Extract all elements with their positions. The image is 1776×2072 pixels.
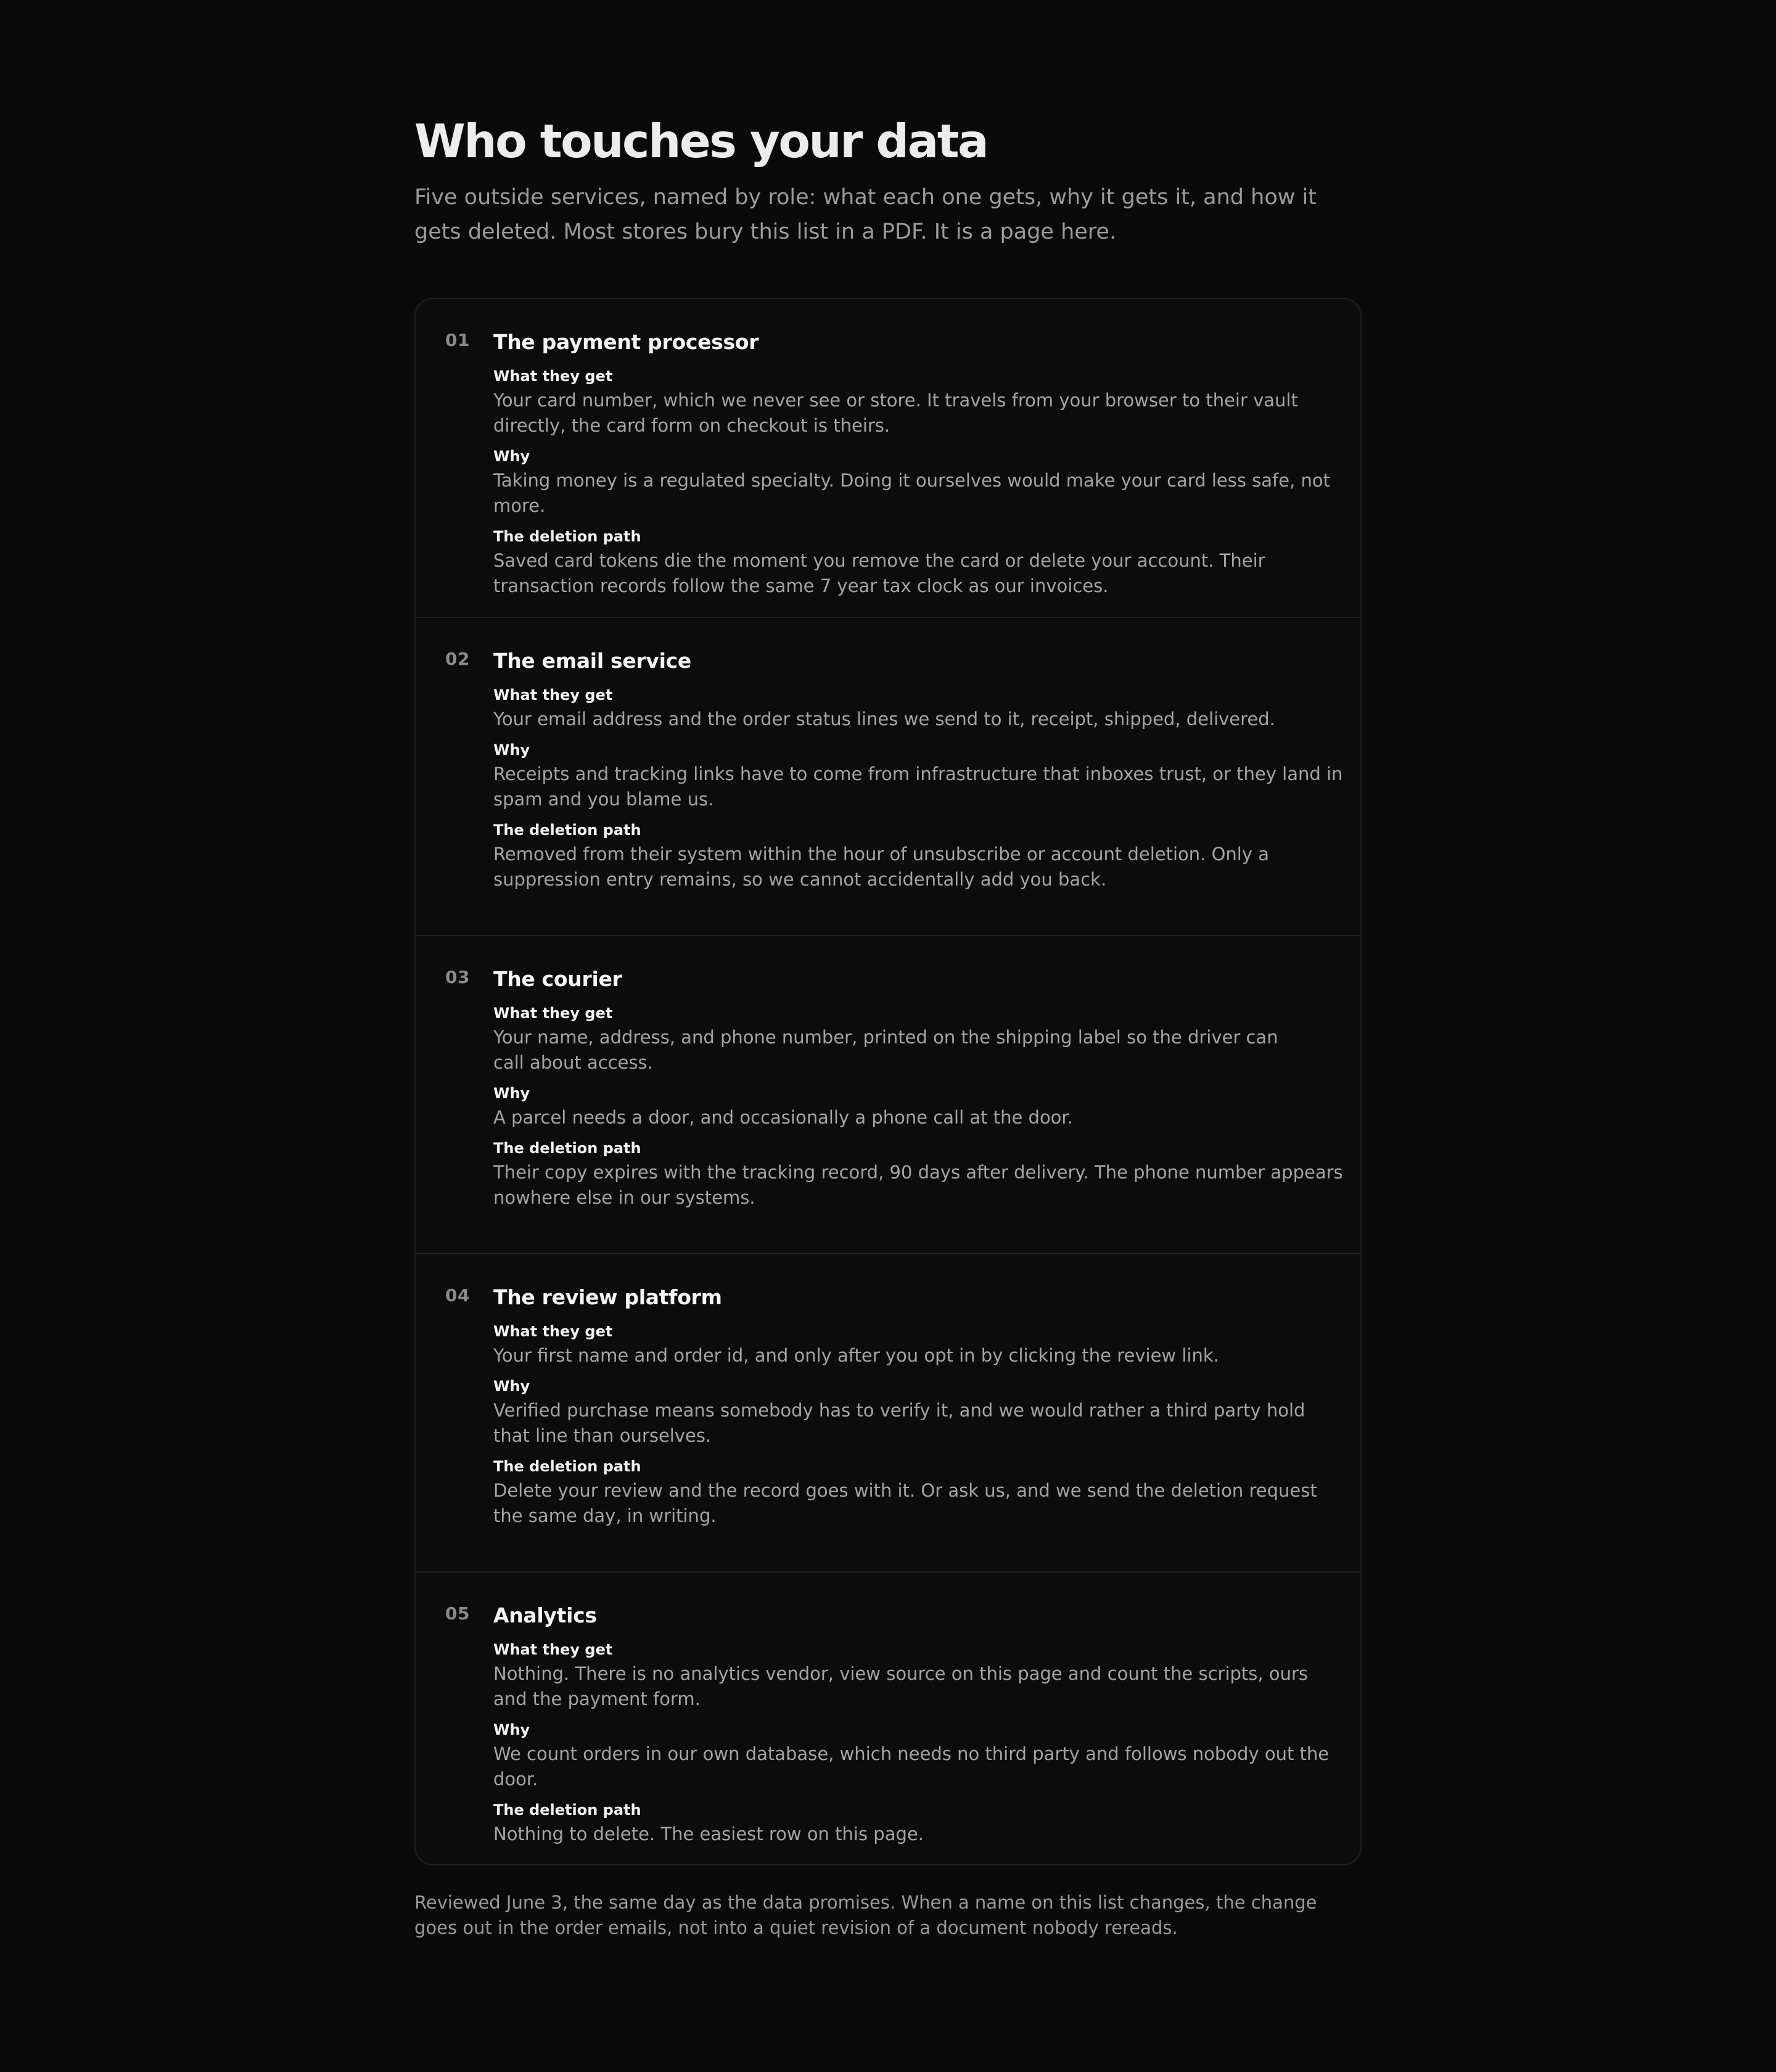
gets-label: What they get (493, 686, 613, 704)
deletion-value: Removed from their system within the hour of unsubscribe or account deletion. Only a suppression entry remains, so we cannot accidentally add you back. (493, 844, 1270, 890)
gets-label: What they get (493, 1323, 613, 1340)
service-number: 04 (445, 1285, 470, 1305)
gets-value: Nothing. There is no analytics vendor, view source on this page and count the scripts, ours and the payment form. (493, 1663, 1308, 1709)
why-field (493, 741, 1344, 812)
services-card (414, 298, 1362, 1865)
gets-label: What they get (493, 368, 613, 385)
deletion-field (493, 1139, 1344, 1211)
gets-value: Your name, address, and phone number, printed on the shipping label so the driver can call about access. (493, 1027, 1278, 1073)
why-field (493, 1720, 1344, 1792)
why-label: Why (493, 1721, 530, 1738)
service-title: The courier (493, 967, 622, 991)
service-title: Analytics (493, 1603, 597, 1627)
deletion-value: Nothing to delete. The easiest row on this page. (493, 1823, 924, 1844)
service-number: 03 (445, 967, 470, 987)
gets-field (493, 1004, 1344, 1075)
deletion-value: Saved card tokens die the moment you remove the card or delete your account. Their transaction records follow the same 7 year tax clock as our invoices. (493, 550, 1265, 596)
gets-value: Your card number, which we never see or store. It travels from your browser to their vault directly, the card form on checkout is theirs. (493, 390, 1298, 436)
why-value: We count orders in our own database, which needs no third party and follows nobody out the door. (493, 1743, 1330, 1790)
deletion-label: The deletion path (493, 1140, 641, 1157)
service-title: The payment processor (493, 330, 759, 354)
page (414, 115, 1362, 1941)
review-note: Reviewed June 3, the same day as the data promises. When a name on this list changes, the change goes out in the order emails, not into a quiet revision of a document nobody rereads. (414, 1892, 1317, 1938)
why-label: Why (493, 1085, 530, 1102)
why-label: Why (493, 741, 530, 758)
gets-field (493, 686, 1344, 732)
service-row-email-service (416, 617, 1360, 935)
page-subtitle: Five outside services, named by role: what each one gets, why it gets it, and how it gets deleted. Most stores bury this list in a PDF. It is a page here. (414, 185, 1317, 244)
service-row-payment-processor (416, 299, 1360, 617)
why-label: Why (493, 1378, 530, 1395)
deletion-field (493, 1457, 1344, 1529)
gets-field (493, 1322, 1344, 1368)
service-number: 02 (445, 649, 470, 669)
service-row-review-platform (416, 1253, 1360, 1571)
why-value: Receipts and tracking links have to come from infrastructure that inboxes trust, or they land in spam and you blame us. (493, 763, 1343, 810)
deletion-label: The deletion path (493, 1801, 641, 1819)
service-title: The email service (493, 649, 691, 673)
service-number: 01 (445, 330, 470, 350)
deletion-label: The deletion path (493, 821, 641, 839)
why-field (493, 447, 1344, 519)
deletion-field (493, 1801, 1344, 1847)
gets-field (493, 367, 1344, 438)
deletion-label: The deletion path (493, 1458, 641, 1475)
service-title: The review platform (493, 1285, 722, 1309)
gets-field (493, 1640, 1344, 1712)
service-content (493, 1284, 1344, 1537)
deletion-label: The deletion path (493, 528, 641, 545)
service-number: 05 (445, 1603, 470, 1624)
why-field (493, 1377, 1344, 1449)
service-row-analytics (416, 1571, 1360, 1864)
service-content (493, 329, 1344, 607)
gets-label: What they get (493, 1641, 613, 1658)
deletion-field (493, 821, 1344, 892)
why-field (493, 1084, 1344, 1130)
service-row-courier (416, 935, 1360, 1253)
page-title: Who touches your data (414, 114, 988, 168)
why-value: Taking money is a regulated specialty. Doing it ourselves would make your card less safe, not more. (493, 470, 1331, 516)
deletion-value: Their copy expires with the tracking record, 90 days after delivery. The phone number appears nowhere else in our systems. (493, 1162, 1343, 1208)
why-value: A parcel needs a door, and occasionally a phone call at the door. (493, 1107, 1073, 1128)
service-content (493, 648, 1344, 901)
deletion-value: Delete your review and the record goes with it. Or ask us, and we send the deletion request the same day, in writing. (493, 1480, 1317, 1526)
gets-value: Your email address and the order status lines we send to it, receipt, shipped, delivered. (493, 709, 1275, 730)
deletion-field (493, 527, 1344, 599)
service-content (493, 1602, 1344, 1856)
why-label: Why (493, 448, 530, 465)
service-content (493, 966, 1344, 1219)
gets-value: Your first name and order id, and only after you opt in by clicking the review link. (493, 1345, 1219, 1366)
gets-label: What they get (493, 1005, 613, 1022)
why-value: Verified purchase means somebody has to verify it, and we would rather a third party hold that line than ourselves. (493, 1400, 1305, 1446)
